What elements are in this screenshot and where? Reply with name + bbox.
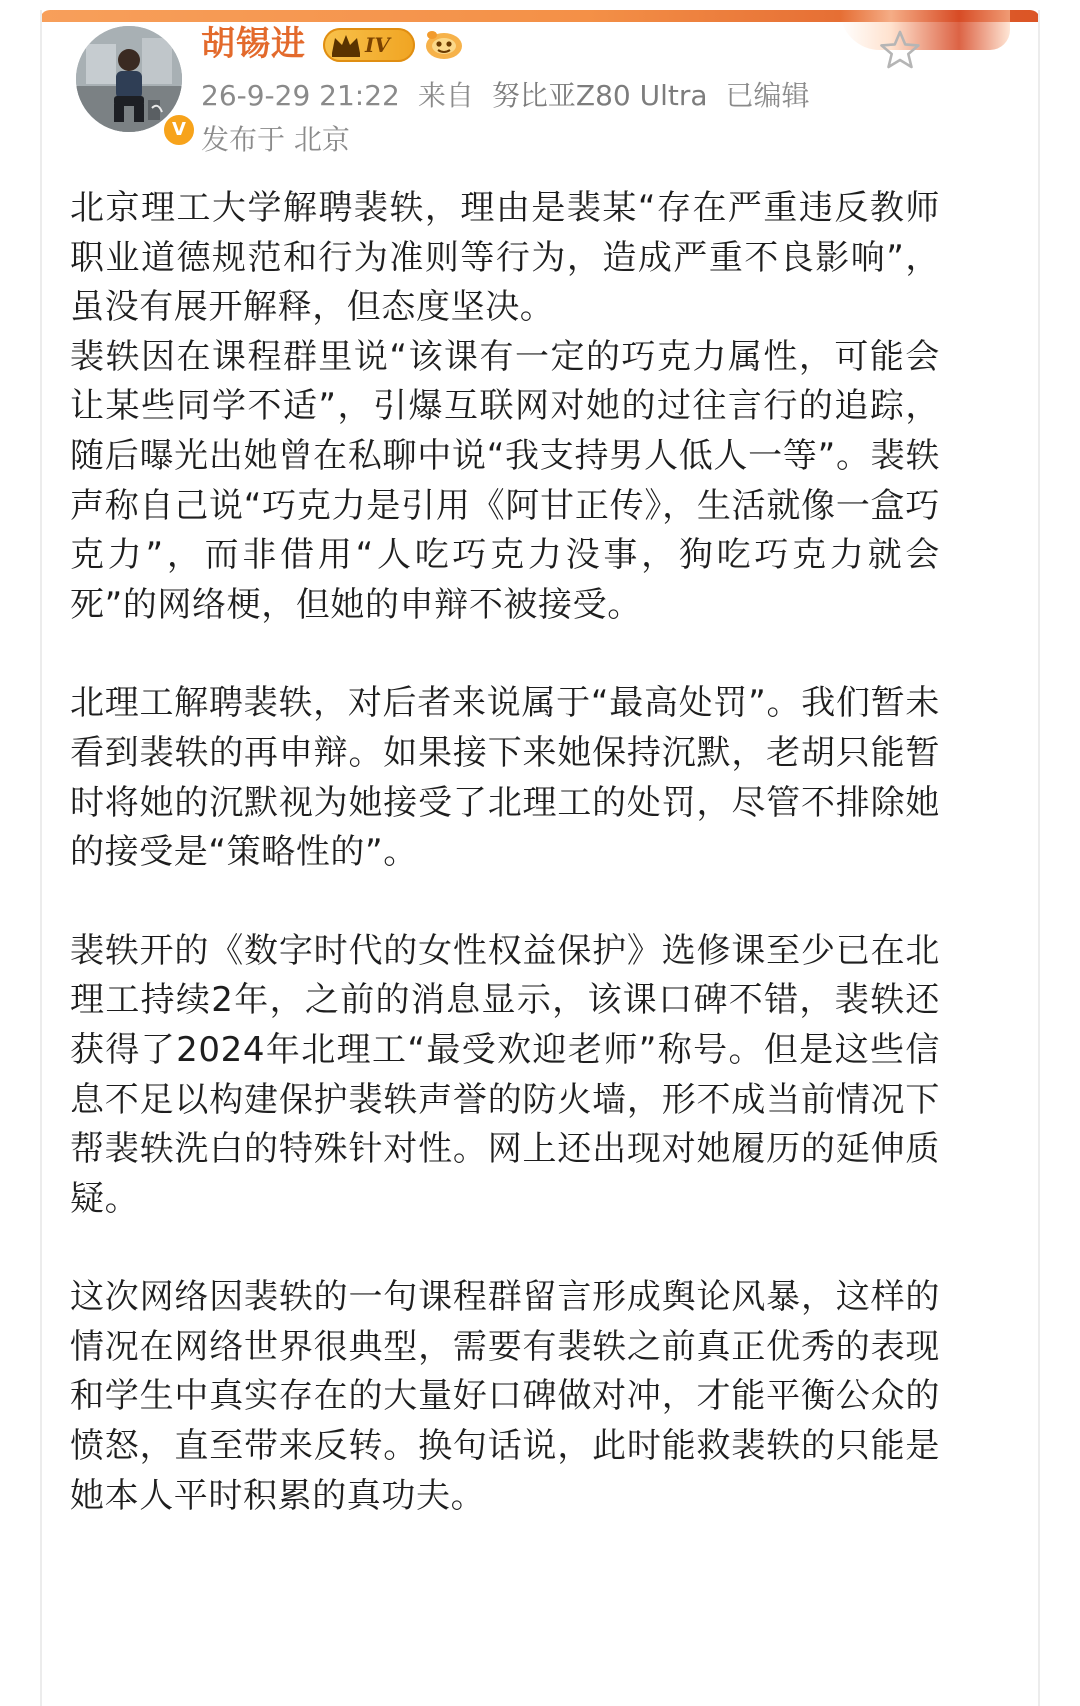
post-location: 发布于 北京 xyxy=(201,123,350,156)
vip-badge[interactable] xyxy=(323,28,415,62)
post-timestamp: 26-9-29 21:22 xyxy=(201,79,400,112)
star-icon xyxy=(878,28,922,72)
verified-badge-icon: V xyxy=(161,112,197,148)
paragraph-gap xyxy=(70,1224,940,1273)
post-meta xyxy=(201,76,828,116)
paragraph-gap xyxy=(70,630,940,679)
edited-label[interactable]: 已编辑 xyxy=(725,79,810,112)
card-edge-left xyxy=(40,10,42,1706)
post-paragraph: 这次网络因裴轶的一句课程群留言形成舆论风暴，这样的情况在网络世界很典型，需要有裴轶之前真正优秀的表现和学生中真实存在的大量好口碑做对冲，才能平衡公众的愤怒，直至带来反转。换句话说，此时能救裴轶的只能是她本人平时积累的真功夫。 xyxy=(70,1277,940,1516)
card-edge-right xyxy=(1038,10,1040,1706)
crown-icon xyxy=(329,31,363,59)
post-paragraph: 裴轶开的《数字时代的女性权益保护》选修课至少已在北理工持续2年，之前的消息显示，该课口碑不错，裴轶还获得了2024年北理工“最受欢迎老师”称号。但是这些信息不足以构建保护裴轶声誉的防火墙，形不成当前情况下帮裴轶洗白的特殊针对性。网上还出现对她履历的延伸质疑。 xyxy=(70,930,940,1219)
source-prefix: 来自 xyxy=(417,79,474,112)
fan-badge-icon[interactable] xyxy=(424,28,464,62)
post-paragraph: 北理工解聘裴轶，对后者来说属于“最高处罚”。我们暂未看到裴轶的再申辩。如果接下来她保持沉默，老胡只能暂时将她的沉默视为她接受了北理工的处罚，尽管不排除她的接受是“策略性的”。 xyxy=(70,683,940,873)
vip-level: IV xyxy=(365,33,390,57)
post-paragraph: 裴轶因在课程群里说“该课有一定的巧克力属性，可能会让某些同学不适”，引爆互联网对她的过往言行的追踪，随后曝光出她曾在私聊中说“我支持男人低人一等”。裴轶声称自己说“巧克力是引用《阿甘正传》，生活就像一盒巧克力”，而非借用“人吃巧克力没事，狗吃巧克力就会死”的网络梗，但她的申辩不被接受。 xyxy=(70,336,940,625)
device-link[interactable]: 努比亚Z80 Ultra xyxy=(491,79,708,112)
post-body xyxy=(70,184,940,1521)
post-header xyxy=(70,18,1020,168)
favorite-star-button[interactable] xyxy=(878,28,922,72)
post-paragraph: 北京理工大学解聘裴轶，理由是裴某“存在严重违反教师职业道德规范和行为准则等行为，造成严重不良影响”，虽没有展开解释，但态度坚决。 xyxy=(70,188,940,328)
username[interactable]: 胡锡进 xyxy=(201,24,306,64)
paragraph-gap xyxy=(70,878,940,927)
